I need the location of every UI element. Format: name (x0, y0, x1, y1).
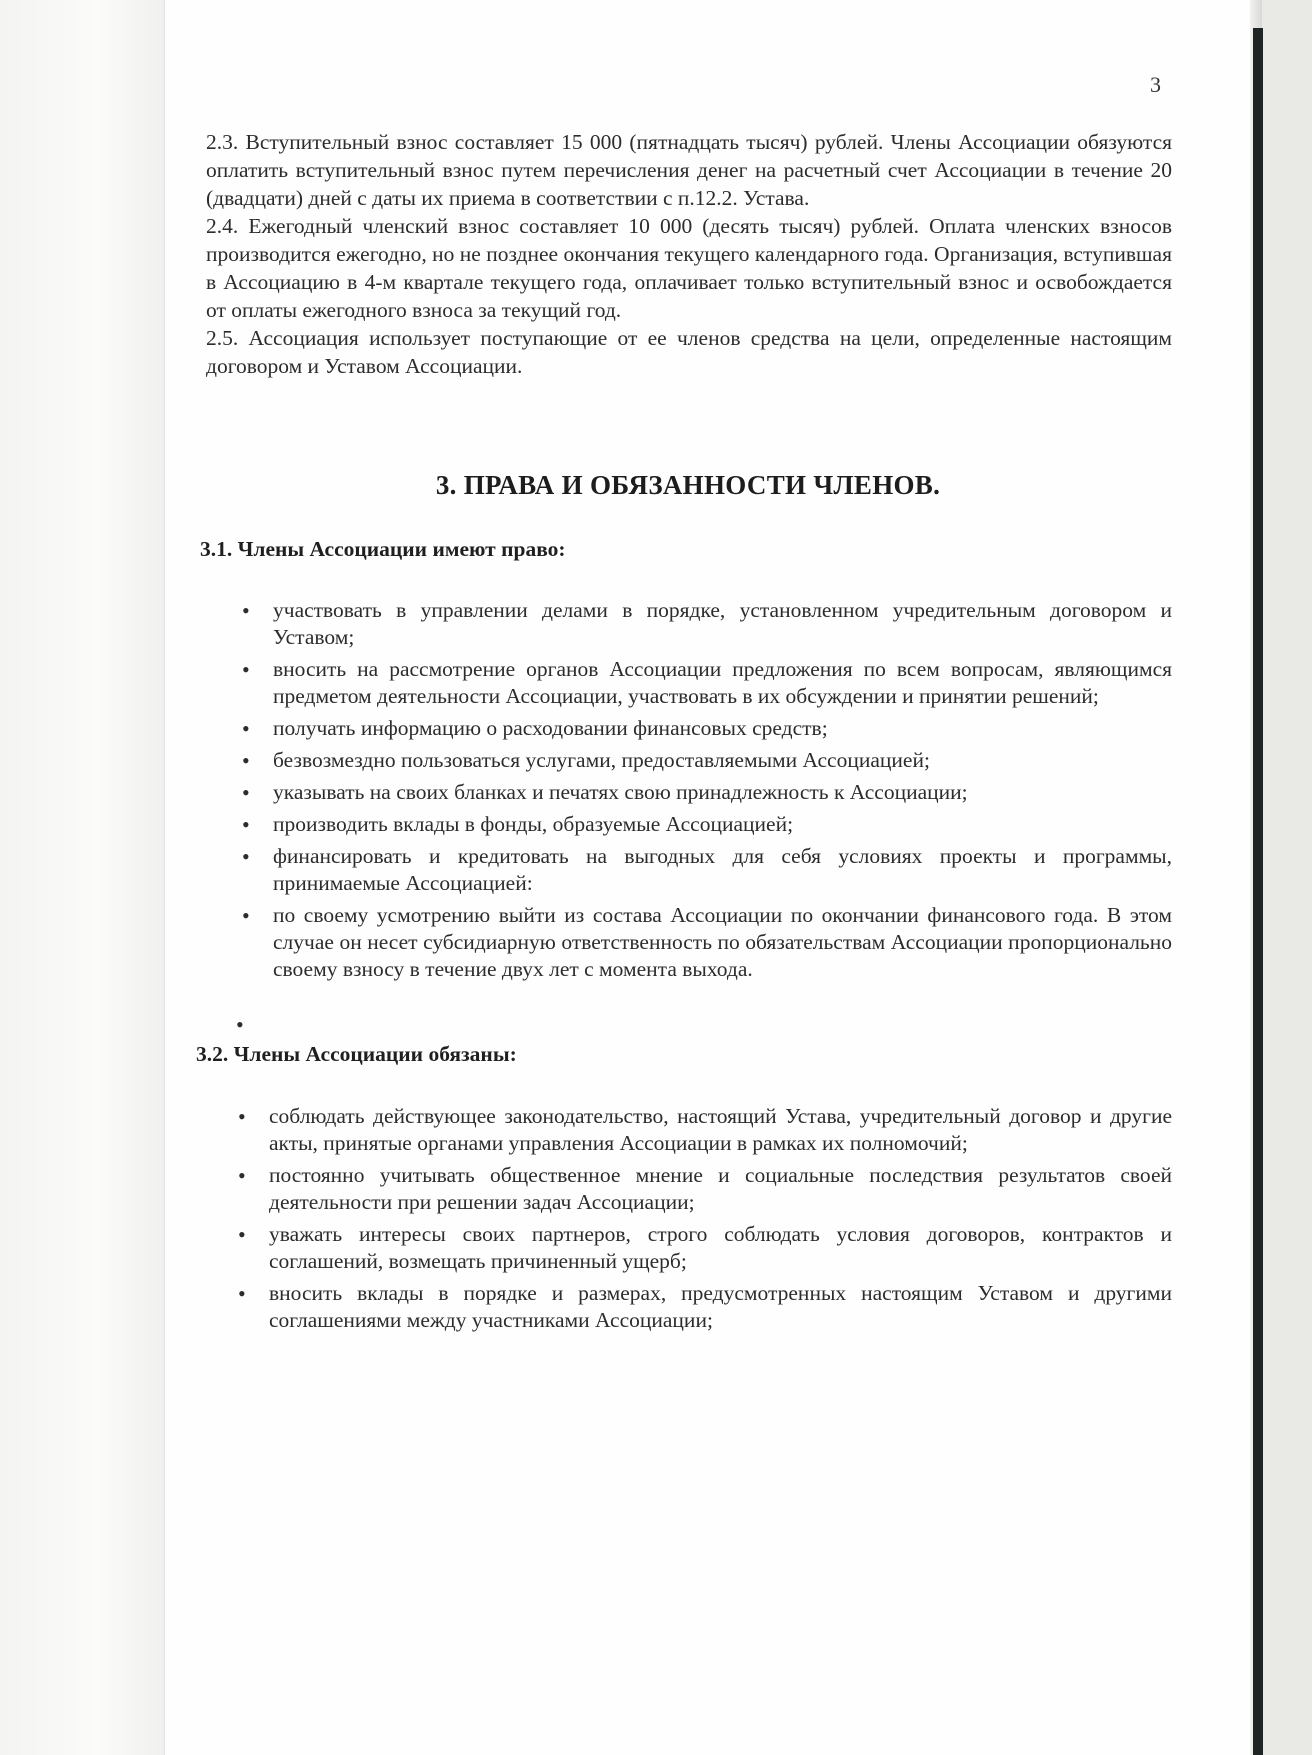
bullet-icon: • (242, 812, 250, 837)
bullet-icon: • (242, 780, 250, 805)
empty-bullet-icon: • (236, 1012, 244, 1037)
list-item: • постоянно учитывать общественное мнение и социальные последствия результатов своей деятельности при решении задач Ассоциации; (238, 1163, 1172, 1214)
rights-heading: 3.1. Члены Ассоциации имеют право: (200, 537, 566, 561)
bullet-icon: • (242, 903, 250, 928)
bullet-icon: • (238, 1104, 246, 1129)
clauses-block (206, 128, 1172, 380)
list-item: • финансировать и кредитовать на выгодных для себя условиях проекты и программы, принимаемые Ассоциацией: (242, 844, 1172, 895)
bullet-icon: • (242, 748, 250, 773)
duties-heading: 3.2. Члены Ассоциации обязаны: (196, 1042, 517, 1066)
list-item: • по своему усмотрению выйти из состава Ассоциации по окончании финансового года. В этом случае он несет субсидиарную ответственность по обязательствам Ассоциации пропорционально своему взносу в течение двух лет с момента выхода. (242, 903, 1172, 981)
duties-list (238, 1103, 1172, 1339)
list-item: • безвозмездно пользоваться услугами, предоставляемыми Ассоциацией; (242, 748, 930, 773)
bullet-icon: • (242, 598, 250, 623)
bullet-icon: • (242, 716, 250, 741)
list-item: • производить вклады в фонды, образуемые Ассоциацией; (242, 812, 794, 837)
scan-background-left (0, 0, 165, 1755)
list-item: • получать информацию о расходовании финансовых средств; (242, 716, 828, 741)
list-item: • уважать интересы своих партнеров, строго соблюдать условия договоров, контрактов и соглашений, возмещать причиненный ущерб; (238, 1222, 1172, 1273)
list-item: • участвовать в управлении делами в порядке, установленном учредительным договором и Уставом; (242, 598, 1172, 649)
binding-edge (1253, 28, 1263, 1755)
list-item: • вносить на рассмотрение органов Ассоциации предложения по всем вопросам, являющимся предметом деятельности Ассоциации, участвовать в их обсуждении и принятии решений; (242, 657, 1172, 708)
clause-2-3: 2.3. Вступительный взнос составляет 15 000 (пятнадцать тысяч) рублей. Члены Ассоциации обязуются оплатить вступительный взнос путем перечисления денег на расчетный счет Ассоциации в течение 20 (двадцати) дней с даты их приема в соответствии с п.12.2. Устава. (206, 130, 1172, 210)
list-item: • соблюдать действующее законодательство, настоящий Устава, учредительный договор и другие акты, принятые органами управления Ассоциации в рамках их полномочий; (238, 1104, 1172, 1155)
section-title: 3. ПРАВА И ОБЯЗАННОСТИ ЧЛЕНОВ. (435, 470, 941, 500)
rights-list (242, 597, 1172, 988)
bullet-icon: • (238, 1222, 246, 1247)
list-item: • вносить вклады в порядке и размерах, предусмотренных настоящим Уставом и другими соглашениями между участниками Ассоциации; (238, 1281, 1172, 1332)
bullet-icon: • (238, 1281, 246, 1306)
page-number: 3 (1150, 72, 1161, 97)
bullet-icon: • (238, 1163, 246, 1188)
clause-2-4: 2.4. Ежегодный членский взнос составляет 10 000 (десять тысяч) рублей. Оплата членских взносов производится ежегодно, но не позднее окончания текущего календарного года. Организация, вступившая в Ассоциацию в 4-м квартале текущего года, оплачивает только вступительный взнос и освобождается от оплаты ежегодного взноса за текущий год. (206, 214, 1172, 322)
bullet-icon: • (242, 844, 250, 869)
clause-2-5: 2.5. Ассоциация использует поступающие от ее членов средства на цели, определенные настоящим договором и Уставом Ассоциации. (206, 326, 1172, 378)
list-item: • указывать на своих бланках и печатях свою принадлежность к Ассоциации; (242, 780, 968, 805)
bullet-icon: • (242, 657, 250, 682)
